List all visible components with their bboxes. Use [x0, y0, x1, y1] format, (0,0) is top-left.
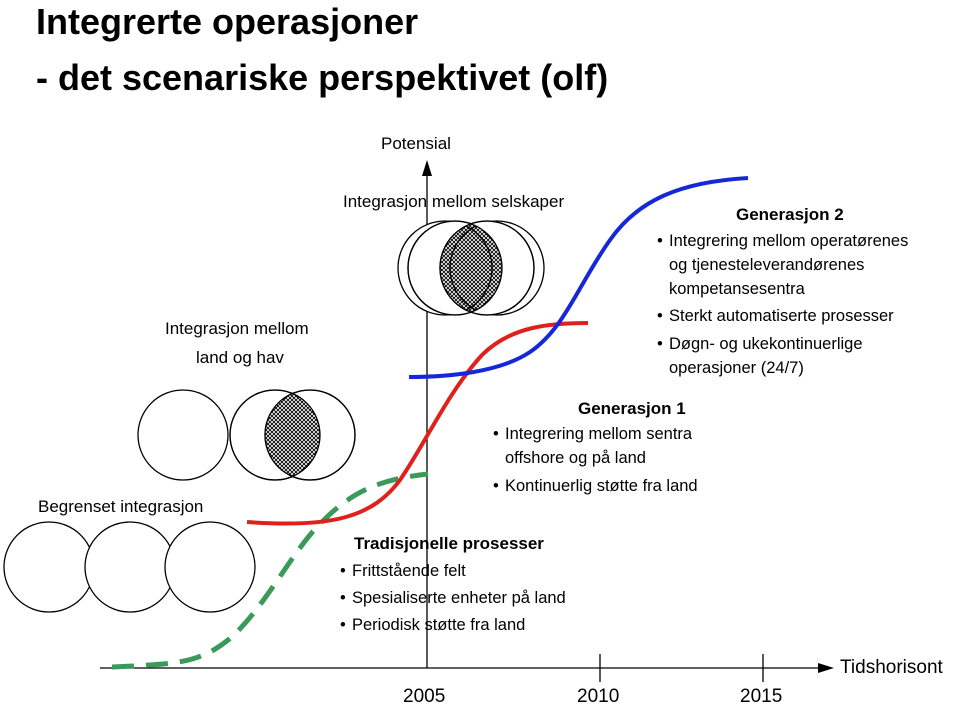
traditional-bullet-1: • Frittstående felt [340, 562, 466, 580]
label-land-sea-line1: Integrasjon mellom [165, 319, 309, 338]
gen1-bullet-1-cont: offshore og på land [505, 449, 646, 467]
gen1-bullet-2: • Kontinuerlig støtte fra land [493, 477, 698, 495]
circle-2 [85, 522, 175, 612]
label-companies: Integrasjon mellom selskaper [343, 192, 565, 211]
land-sea-circles-group [138, 390, 355, 480]
traditional-bullet-2: • Spesialiserte enheter på land [340, 589, 566, 607]
x-axis-arrow [818, 663, 834, 673]
year-2010: 2010 [577, 686, 620, 707]
label-land-sea-line2: land og hav [196, 348, 284, 367]
traditional-bullet-3: • Periodisk støtte fra land [340, 616, 526, 634]
gen1-bullet-1: • Integrering mellom sentra [493, 425, 693, 443]
traditional-title: Tradisjonelle prosesser [354, 534, 544, 553]
gen2-bullet-3: • Døgn- og ukekontinuerlige [657, 335, 863, 353]
x-axis-label: Tidshorisont [840, 657, 943, 678]
y-axis-label: Potensial [381, 134, 451, 153]
gen2-bullet-1: • Integrering mellom operatørenes [657, 232, 909, 250]
page-title-line1: Integrerte operasjoner [36, 1, 419, 42]
separate-circles-group [4, 522, 255, 612]
circle-land [138, 390, 228, 480]
year-2015: 2015 [740, 686, 783, 707]
gen2-title: Generasjon 2 [736, 205, 844, 224]
year-2005: 2005 [403, 686, 446, 707]
circle-1 [4, 522, 94, 612]
gen2-bullet-3-cont: operasjoner (24/7) [669, 359, 804, 377]
label-limited-integration: Begrenset integrasjon [38, 497, 204, 516]
gen2-bullet-1-cont-b: kompetansesentra [669, 280, 805, 298]
gen2-bullet-1-cont-a: og tjenesteleverandørenes [669, 256, 865, 274]
gen2-bullet-2: • Sterkt automatiserte prosesser [657, 307, 894, 325]
circle-3 [165, 522, 255, 612]
company-circles-group [398, 221, 544, 315]
gen1-title: Generasjon 1 [578, 399, 686, 418]
y-axis-arrow [422, 160, 432, 176]
page-title-line2: - det scenariske perspektivet (olf) [36, 57, 609, 98]
